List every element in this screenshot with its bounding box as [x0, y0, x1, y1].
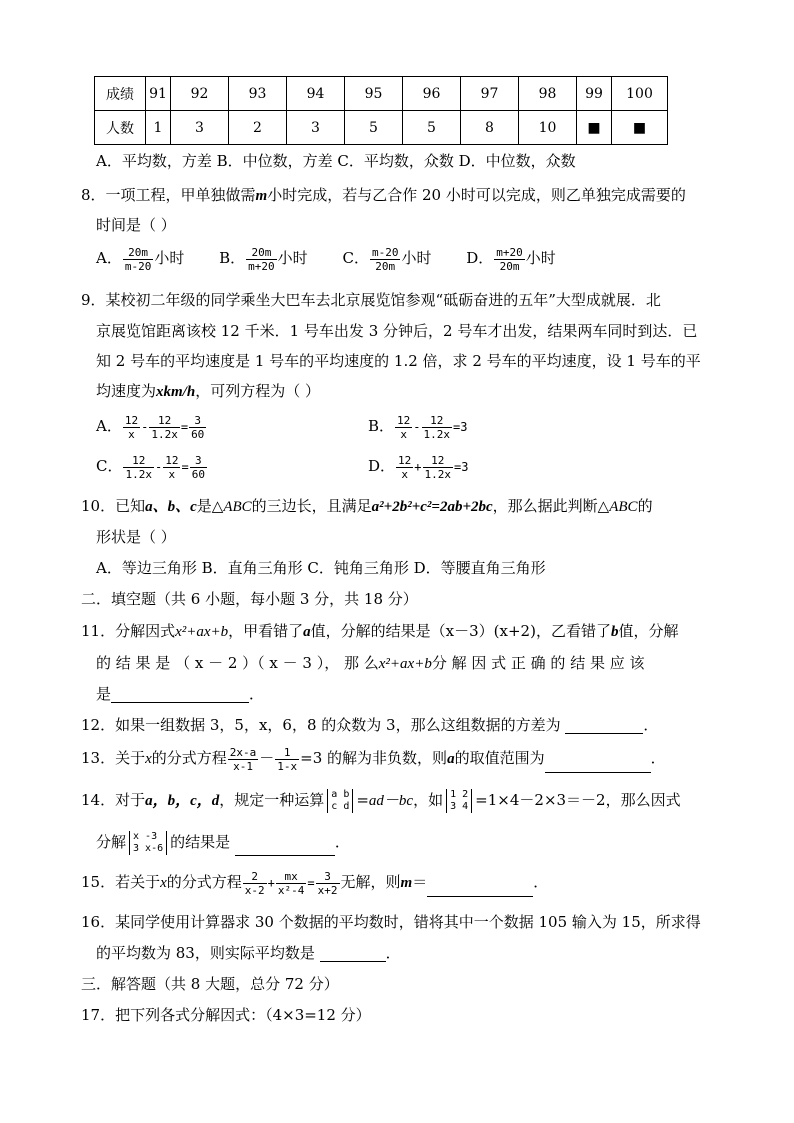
- q8-options: [96, 244, 556, 273]
- table-row: [95, 77, 668, 111]
- numerator: 20m: [123, 246, 154, 260]
- option-label: C．: [96, 457, 123, 475]
- denominator: 60: [191, 427, 205, 441]
- q11-text: 值，分解的结果是（x－3）(x+2)，乙看错了: [310, 622, 611, 640]
- numerator: mx: [276, 870, 307, 884]
- denominator: 1.2x: [125, 467, 152, 481]
- q8-text: 8．一项工程，甲单独做需: [81, 186, 256, 204]
- unit: 小时: [401, 249, 432, 267]
- q10-line1: [81, 497, 653, 516]
- denominator: x: [128, 427, 135, 441]
- fraction: [123, 414, 140, 441]
- fraction: [370, 246, 401, 273]
- numerator: 2: [243, 870, 267, 884]
- masked-cell: ■: [612, 111, 668, 145]
- q15-text: ＝: [412, 873, 428, 891]
- q15: [81, 868, 548, 897]
- q10-text: 10．已知: [81, 497, 146, 515]
- q16-line2: [96, 944, 401, 962]
- fraction: [395, 414, 412, 441]
- answer-blank[interactable]: [545, 758, 651, 773]
- q9-option-c: [96, 452, 208, 481]
- q9-option-d: [368, 452, 468, 481]
- table-cell: 10: [519, 111, 577, 145]
- q14-text: 的结果是: [170, 833, 231, 851]
- q14-text: ，规定一种运算: [219, 791, 325, 809]
- option-label: C．: [342, 249, 369, 267]
- numerator: 12: [123, 454, 154, 468]
- denominator: x-2: [244, 883, 265, 897]
- table-cell: 99: [577, 77, 612, 111]
- answer-blank[interactable]: [427, 882, 533, 897]
- operator: =: [307, 876, 315, 890]
- det-row: x -3: [133, 831, 158, 842]
- fraction: [316, 870, 340, 897]
- fraction: [494, 246, 525, 273]
- q11-text: 11．分解因式: [81, 622, 176, 640]
- fraction: [275, 746, 299, 773]
- q14-text: 14．对于: [81, 791, 146, 809]
- table-cell: 91: [146, 77, 171, 111]
- q13-var: x: [145, 751, 152, 767]
- numerator: 12: [422, 414, 453, 428]
- fraction: [189, 414, 206, 441]
- table-cell: 93: [229, 77, 287, 111]
- fraction: [123, 454, 154, 481]
- q8-var-m: m: [255, 188, 268, 204]
- det-row: 3 4: [450, 801, 469, 812]
- q11-text: 是: [96, 685, 112, 703]
- option-label: D．: [368, 457, 396, 475]
- numerator: m+20: [496, 245, 523, 259]
- q10-text: 的三边长，且满足: [251, 497, 372, 515]
- fraction: [246, 246, 277, 273]
- table-cell: 1: [146, 111, 171, 145]
- table-cell: 100: [612, 77, 668, 111]
- answer-blank[interactable]: [235, 841, 335, 856]
- operator: =: [180, 420, 189, 434]
- q14-vars: a，b，c，d: [145, 793, 220, 809]
- q10-line2: 形状是（ ）: [96, 528, 176, 546]
- q8-stem: [81, 186, 686, 205]
- q9-line2: 京展览馆距离该校 12 千米．1 号车出发 3 分钟后，2 号车才出发，结果两车同时到达．已: [96, 322, 698, 340]
- option-label: B．: [219, 249, 246, 267]
- q10-text: 的: [637, 497, 653, 515]
- q10-triangle: ABC: [223, 499, 252, 515]
- answer-blank[interactable]: [320, 947, 386, 962]
- q11-line1: [81, 622, 678, 641]
- q10-triangle: ABC: [609, 499, 638, 515]
- q11-expr: x²+ax+b: [175, 624, 229, 640]
- fraction: [149, 414, 180, 441]
- operator: +: [267, 876, 275, 890]
- fraction: [163, 454, 180, 481]
- masked-cell: ■: [577, 111, 612, 145]
- q10-text: ，那么据此判断△: [492, 497, 610, 515]
- q11-text: ，甲看错了: [228, 622, 304, 640]
- q16-text: ．: [385, 944, 401, 962]
- q12-text: ．: [643, 716, 659, 734]
- q9-line4: [96, 382, 320, 401]
- section-heading: 二．填空题（共 6 小题，每小题 3 分，共 18 分）: [81, 590, 418, 608]
- table-cell: 3: [287, 111, 345, 145]
- q8-stem-line2: 时间是（ ）: [96, 216, 176, 234]
- fraction: [422, 414, 453, 441]
- q15-text: 无解，则: [340, 873, 401, 891]
- rhs: =3: [454, 460, 469, 474]
- q15-var: m: [400, 875, 413, 891]
- numerator: 12: [398, 453, 412, 467]
- fraction: [423, 454, 454, 481]
- q9-line1: 9．某校初二年级的同学乘坐大巴车去北京展览馆参观“砥砺奋进的五年”大型成就展．北: [81, 291, 661, 309]
- option-label: A．: [96, 417, 122, 435]
- denominator: 20m: [375, 259, 396, 273]
- q11-var: a: [303, 624, 311, 640]
- denominator: 1-x: [277, 759, 298, 773]
- q11-expr: x²+ax+b: [378, 656, 432, 672]
- determinant: [327, 789, 353, 813]
- numerator: 3: [316, 870, 340, 884]
- denominator: x: [401, 467, 408, 481]
- q14-line2: [96, 828, 350, 856]
- table-cell: 96: [403, 77, 461, 111]
- q14-text: 分解: [96, 833, 127, 851]
- denominator: 60: [191, 467, 205, 481]
- fraction: [243, 870, 267, 897]
- determinant: [446, 789, 472, 813]
- table-cell: 8: [461, 111, 519, 145]
- table-row: [95, 111, 668, 145]
- det-row: c d: [331, 801, 350, 812]
- numerator: 2x-a: [229, 745, 257, 759]
- table-cell: 97: [461, 77, 519, 111]
- q16-text: 的平均数为 83，则实际平均数是: [96, 944, 315, 962]
- q14-text: =: [356, 791, 369, 809]
- q10-options: A．等边三角形 B．直角三角形 C．钝角三角形 D．等腰直角三角形: [96, 559, 546, 577]
- fraction: [123, 246, 154, 273]
- q9-option-b: [368, 412, 467, 441]
- q14-line1: [81, 786, 681, 815]
- det-row: a b: [331, 789, 350, 800]
- section-heading: 三．解答题（共 8 大题，总分 72 分）: [81, 975, 339, 993]
- denominator: m+20: [248, 259, 275, 273]
- denominator: 20m: [499, 259, 520, 273]
- option-label: D．: [466, 249, 494, 267]
- q15-var: x: [160, 875, 167, 891]
- denominator: x-1: [233, 759, 253, 773]
- q13-text: ．: [650, 749, 666, 767]
- denominator: 1.2x: [423, 427, 451, 441]
- table-cell: 5: [403, 111, 461, 145]
- unit: 小时: [277, 249, 308, 267]
- numerator: 12: [423, 454, 454, 468]
- operator: =: [181, 460, 189, 474]
- q11-text: 分 解 因 式 正 确 的 结 果 应 该: [431, 654, 645, 672]
- q13-text: 的分式方程: [151, 749, 227, 767]
- numerator: m-20: [371, 245, 399, 259]
- denominator: 1.2x: [151, 427, 178, 441]
- rhs: =3: [453, 420, 468, 434]
- denominator: x+2: [317, 883, 338, 897]
- operator: +: [414, 460, 422, 474]
- operator: -: [154, 460, 163, 474]
- numerator: 12: [397, 413, 411, 427]
- q9-line3: 知 2 号车的平均速度是 1 号车的平均速度的 1.2 倍，求 2 号车的平均速度，设 1 号车的平: [96, 352, 701, 370]
- q10-vars: a、b、c: [145, 499, 197, 515]
- table-cell: 2: [229, 111, 287, 145]
- q15-text: 15．若关于: [81, 873, 161, 891]
- table-cell: 94: [287, 77, 345, 111]
- det-row: 3 x-6: [133, 843, 164, 854]
- denominator: 1.2x: [424, 467, 452, 481]
- q13-text: 的取值范围为: [454, 749, 545, 767]
- numerator: 12: [124, 413, 139, 427]
- q9-text: 均速度为: [96, 382, 157, 400]
- q11-line2: [96, 654, 645, 673]
- table-row-label: 成绩: [95, 77, 146, 111]
- table-cell: 92: [171, 77, 229, 111]
- fraction: [190, 454, 207, 481]
- q11-text: 值，分解: [618, 622, 679, 640]
- q14-text: =1×4－2×3＝－2，那么因式: [475, 791, 681, 809]
- option-label: B．: [368, 417, 395, 435]
- denominator: m-20: [124, 259, 152, 273]
- q14-text: ，如: [413, 791, 444, 809]
- numerator: 12: [165, 453, 179, 467]
- answer-blank[interactable]: [565, 719, 643, 734]
- q13: [81, 744, 666, 773]
- denominator: x: [168, 467, 176, 481]
- q11-text: ．: [249, 685, 265, 703]
- fraction: [276, 870, 307, 897]
- numerator: 3: [190, 454, 207, 468]
- q11-line3: [96, 685, 264, 703]
- numerator: 12: [149, 414, 180, 428]
- q9-text: ，可列方程为（ ）: [195, 382, 320, 400]
- table-cell: 95: [345, 77, 403, 111]
- q12-text: 12．如果一组数据 3，5，x，6，8 的众数为 3，那么这组数据的方差为: [81, 716, 561, 734]
- q13-var: a: [447, 751, 455, 767]
- q9-var: xkm/h: [156, 384, 196, 400]
- operator: -: [141, 420, 149, 434]
- unit: 小时: [154, 249, 185, 267]
- q14-text: ．: [334, 833, 350, 851]
- fraction: [396, 454, 413, 481]
- q11-text: 的 结 果 是 （ x － 2 ）（ x － 3 ）， 那 么: [96, 654, 379, 672]
- numerator: 1: [275, 746, 299, 760]
- fraction: [228, 746, 259, 773]
- q10-equation: a²+2b²+c²=2ab+2bc: [371, 499, 493, 515]
- table-cell: 3: [171, 111, 229, 145]
- q17: 17．把下列各式分解因式：（4×3=12 分）: [81, 1006, 371, 1024]
- q16-line1: 16．某同学使用计算器求 30 个数据的平均数时，错将其中一个数据 105 输入为 15，所求得: [81, 913, 701, 931]
- numerator: 3: [189, 414, 206, 428]
- unit: 小时: [525, 249, 556, 267]
- option-label: A．: [96, 249, 122, 267]
- q12: [81, 716, 658, 734]
- table-row-label: 人数: [95, 111, 146, 145]
- q11-var: b: [610, 624, 619, 640]
- denominator: x²-4: [277, 883, 305, 897]
- table-cell: 98: [519, 77, 577, 111]
- q15-text: 的分式方程: [166, 873, 242, 891]
- q13-text: =3 的解为非负数，则: [300, 749, 448, 767]
- q9-option-a: [96, 412, 207, 441]
- q8-text: 小时完成，若与乙合作 20 小时可以完成，则乙单独完成需要的: [267, 186, 686, 204]
- numerator: 20m: [246, 246, 277, 260]
- q14-expr: ad－bc: [368, 793, 414, 809]
- operator: －: [259, 749, 275, 767]
- q13-text: 13．关于: [81, 749, 146, 767]
- operator: -: [413, 420, 421, 434]
- table-cell: 5: [345, 111, 403, 145]
- determinant: [129, 831, 167, 855]
- q10-text: 是△: [196, 497, 224, 515]
- answer-blank[interactable]: [111, 688, 249, 703]
- denominator: x: [400, 427, 407, 441]
- score-table: [94, 76, 668, 145]
- q7-options: A．平均数，方差 B．中位数，方差 C．平均数，众数 D．中位数，众数: [96, 152, 576, 170]
- q15-text: ．: [533, 873, 549, 891]
- det-row: 1 2: [450, 789, 469, 800]
